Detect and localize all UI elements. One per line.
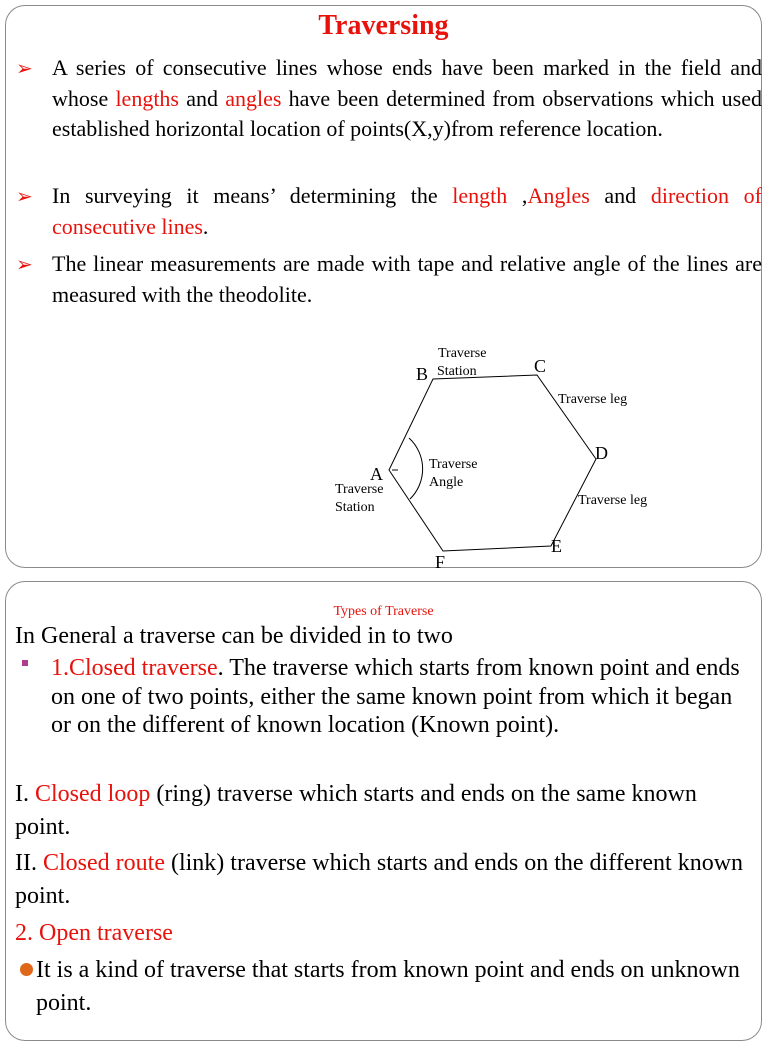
leg-label-de: Traverse leg	[578, 493, 648, 508]
leg-label-cd: Traverse leg	[558, 392, 628, 407]
point-label-e: E	[551, 536, 562, 556]
traverse-diagram	[6, 6, 763, 569]
closed-route-item: II. Closed route (link) traverse which starts and ends on the different known point.	[15, 850, 744, 909]
closed-traverse-text: 1.Closed traverse. The traverse which starts from known point and ends on one of two points, either the same known point from which it began or on the different of known location (Known point).	[51, 655, 740, 738]
arrow-bullet-icon: ➢	[16, 184, 33, 208]
arrow-bullet-icon: ➢	[16, 252, 33, 276]
intro-text: In General a traverse can be divided in to two	[15, 623, 453, 649]
arrow-bullet-icon: ➢	[16, 56, 33, 80]
closed-loop-item: I. Closed loop (ring) traverse which starts and ends on the same known point.	[15, 781, 697, 840]
bullet-text: In surveying it means’ determining the length ,Angles and direction of consecutive lines.	[52, 183, 762, 239]
station-label-top: Traverse	[438, 346, 487, 361]
bullet-text: The linear measurements are made with tape and relative angle of the lines are measured with the theodolite.	[52, 251, 762, 307]
angle-label-2: Angle	[429, 475, 464, 490]
point-label-f: F	[435, 552, 446, 569]
round-bullet-icon	[20, 963, 33, 976]
point-label-d: D	[595, 443, 608, 463]
station-label-top-2: Station	[437, 364, 477, 379]
bullet-text: A series of consecutive lines whose ends have been marked in the field and whose lengths and angles have been determined from observations which used established horizontal location of points(X,y)from reference location.	[52, 55, 763, 141]
slide-title: Traversing	[318, 10, 449, 41]
square-bullet-icon	[22, 660, 28, 666]
point-label-b: B	[416, 364, 429, 384]
section-heading: Types of Traverse	[333, 604, 434, 619]
open-traverse-title: 2. Open traverse	[15, 920, 173, 946]
open-traverse-item	[15, 954, 755, 1020]
station-label-left: Traverse	[335, 482, 384, 497]
point-label-c: C	[534, 356, 547, 376]
slide-traversing	[5, 5, 762, 568]
point-label-a: A	[370, 464, 383, 484]
closed-traverse-item	[15, 654, 755, 740]
traverse-angle-arc	[409, 438, 423, 499]
angle-label: Traverse	[429, 457, 478, 472]
slide-types-of-traverse	[5, 581, 762, 1041]
station-label-left-2: Station	[335, 500, 375, 515]
open-traverse-text: It is a kind of traverse that starts from known point and ends on unknown point.	[36, 957, 740, 1016]
